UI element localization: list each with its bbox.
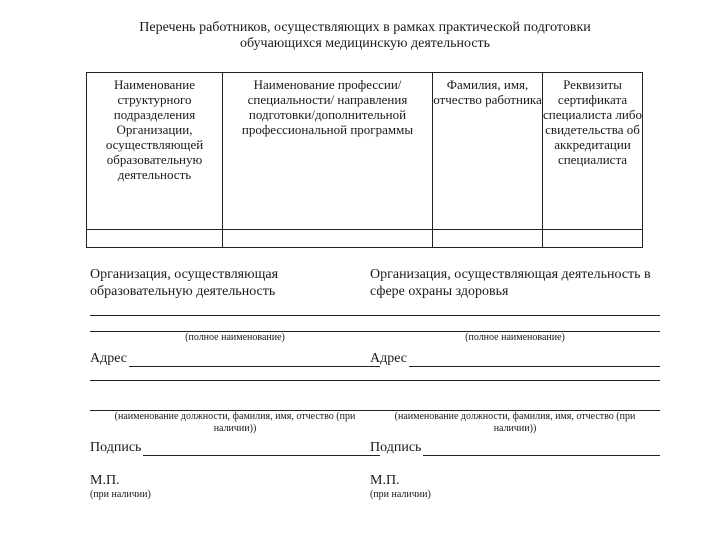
full-name-field[interactable] [90, 302, 380, 316]
healthcare-org-title: Организация, осуществляющая деятельность в сфере охраны здоровья [370, 267, 651, 299]
header-certificate: Реквизиты сертификата специалиста либо свидетельства об аккредитации специалиста [543, 73, 643, 230]
address-label: Адрес [90, 351, 128, 366]
signature-label: Подпись [90, 440, 142, 455]
signature-row [370, 439, 660, 456]
title-line-1: Перечень работников, осуществляющих в рамках практической подготовки [139, 20, 591, 35]
workers-table [86, 72, 643, 248]
header-full-name: Фамилия, имя, отчество работника [433, 73, 543, 230]
header-profession: Наименование профессии/специальности/ направления подготовки/дополнительной профессиональной программы [223, 73, 433, 230]
address-row [90, 350, 380, 367]
educational-org-block [90, 266, 380, 501]
table-cell[interactable] [87, 229, 223, 247]
address-field[interactable] [409, 354, 660, 367]
table-cell[interactable] [223, 229, 433, 247]
educational-org-title: Организация, осуществляющая образовательную деятельность [90, 267, 279, 299]
position-field[interactable] [370, 397, 660, 411]
title-line-2: обучающихся медицинскую деятельность [239, 36, 491, 51]
signature-field[interactable] [423, 443, 660, 456]
full-name-field-2[interactable] [90, 318, 380, 332]
full-name-field-2[interactable] [370, 318, 660, 332]
full-name-hint: (полное наименование) [465, 332, 565, 343]
table-cell[interactable] [433, 229, 543, 247]
position-hint: (наименование должности, фамилия, имя, отчество (при наличии)) [114, 411, 356, 434]
document-title [60, 20, 670, 52]
address-field-2[interactable] [90, 367, 380, 381]
full-name-field[interactable] [370, 302, 660, 316]
signature-row [90, 439, 380, 456]
full-name-hint: (полное наименование) [185, 332, 285, 343]
address-field[interactable] [129, 354, 380, 367]
signature-field[interactable] [143, 443, 380, 456]
stamp-label: М.П. [370, 473, 400, 488]
table-cell[interactable] [543, 229, 643, 247]
position-hint: (наименование должности, фамилия, имя, отчество (при наличии)) [394, 411, 636, 434]
signature-label: Подпись [370, 440, 422, 455]
address-field-2[interactable] [370, 367, 660, 381]
position-field[interactable] [90, 397, 380, 411]
stamp-hint: (при наличии) [90, 489, 151, 500]
table-row [87, 229, 643, 247]
healthcare-org-block [370, 266, 660, 501]
table-header-row [87, 73, 643, 230]
address-label: Адрес [370, 351, 408, 366]
stamp-hint: (при наличии) [370, 489, 431, 500]
address-row [370, 350, 660, 367]
header-structural-unit: Наименование структурного подразделения Организации, осуществляющей образовательную деятельность [87, 73, 223, 230]
stamp-label: М.П. [90, 473, 120, 488]
